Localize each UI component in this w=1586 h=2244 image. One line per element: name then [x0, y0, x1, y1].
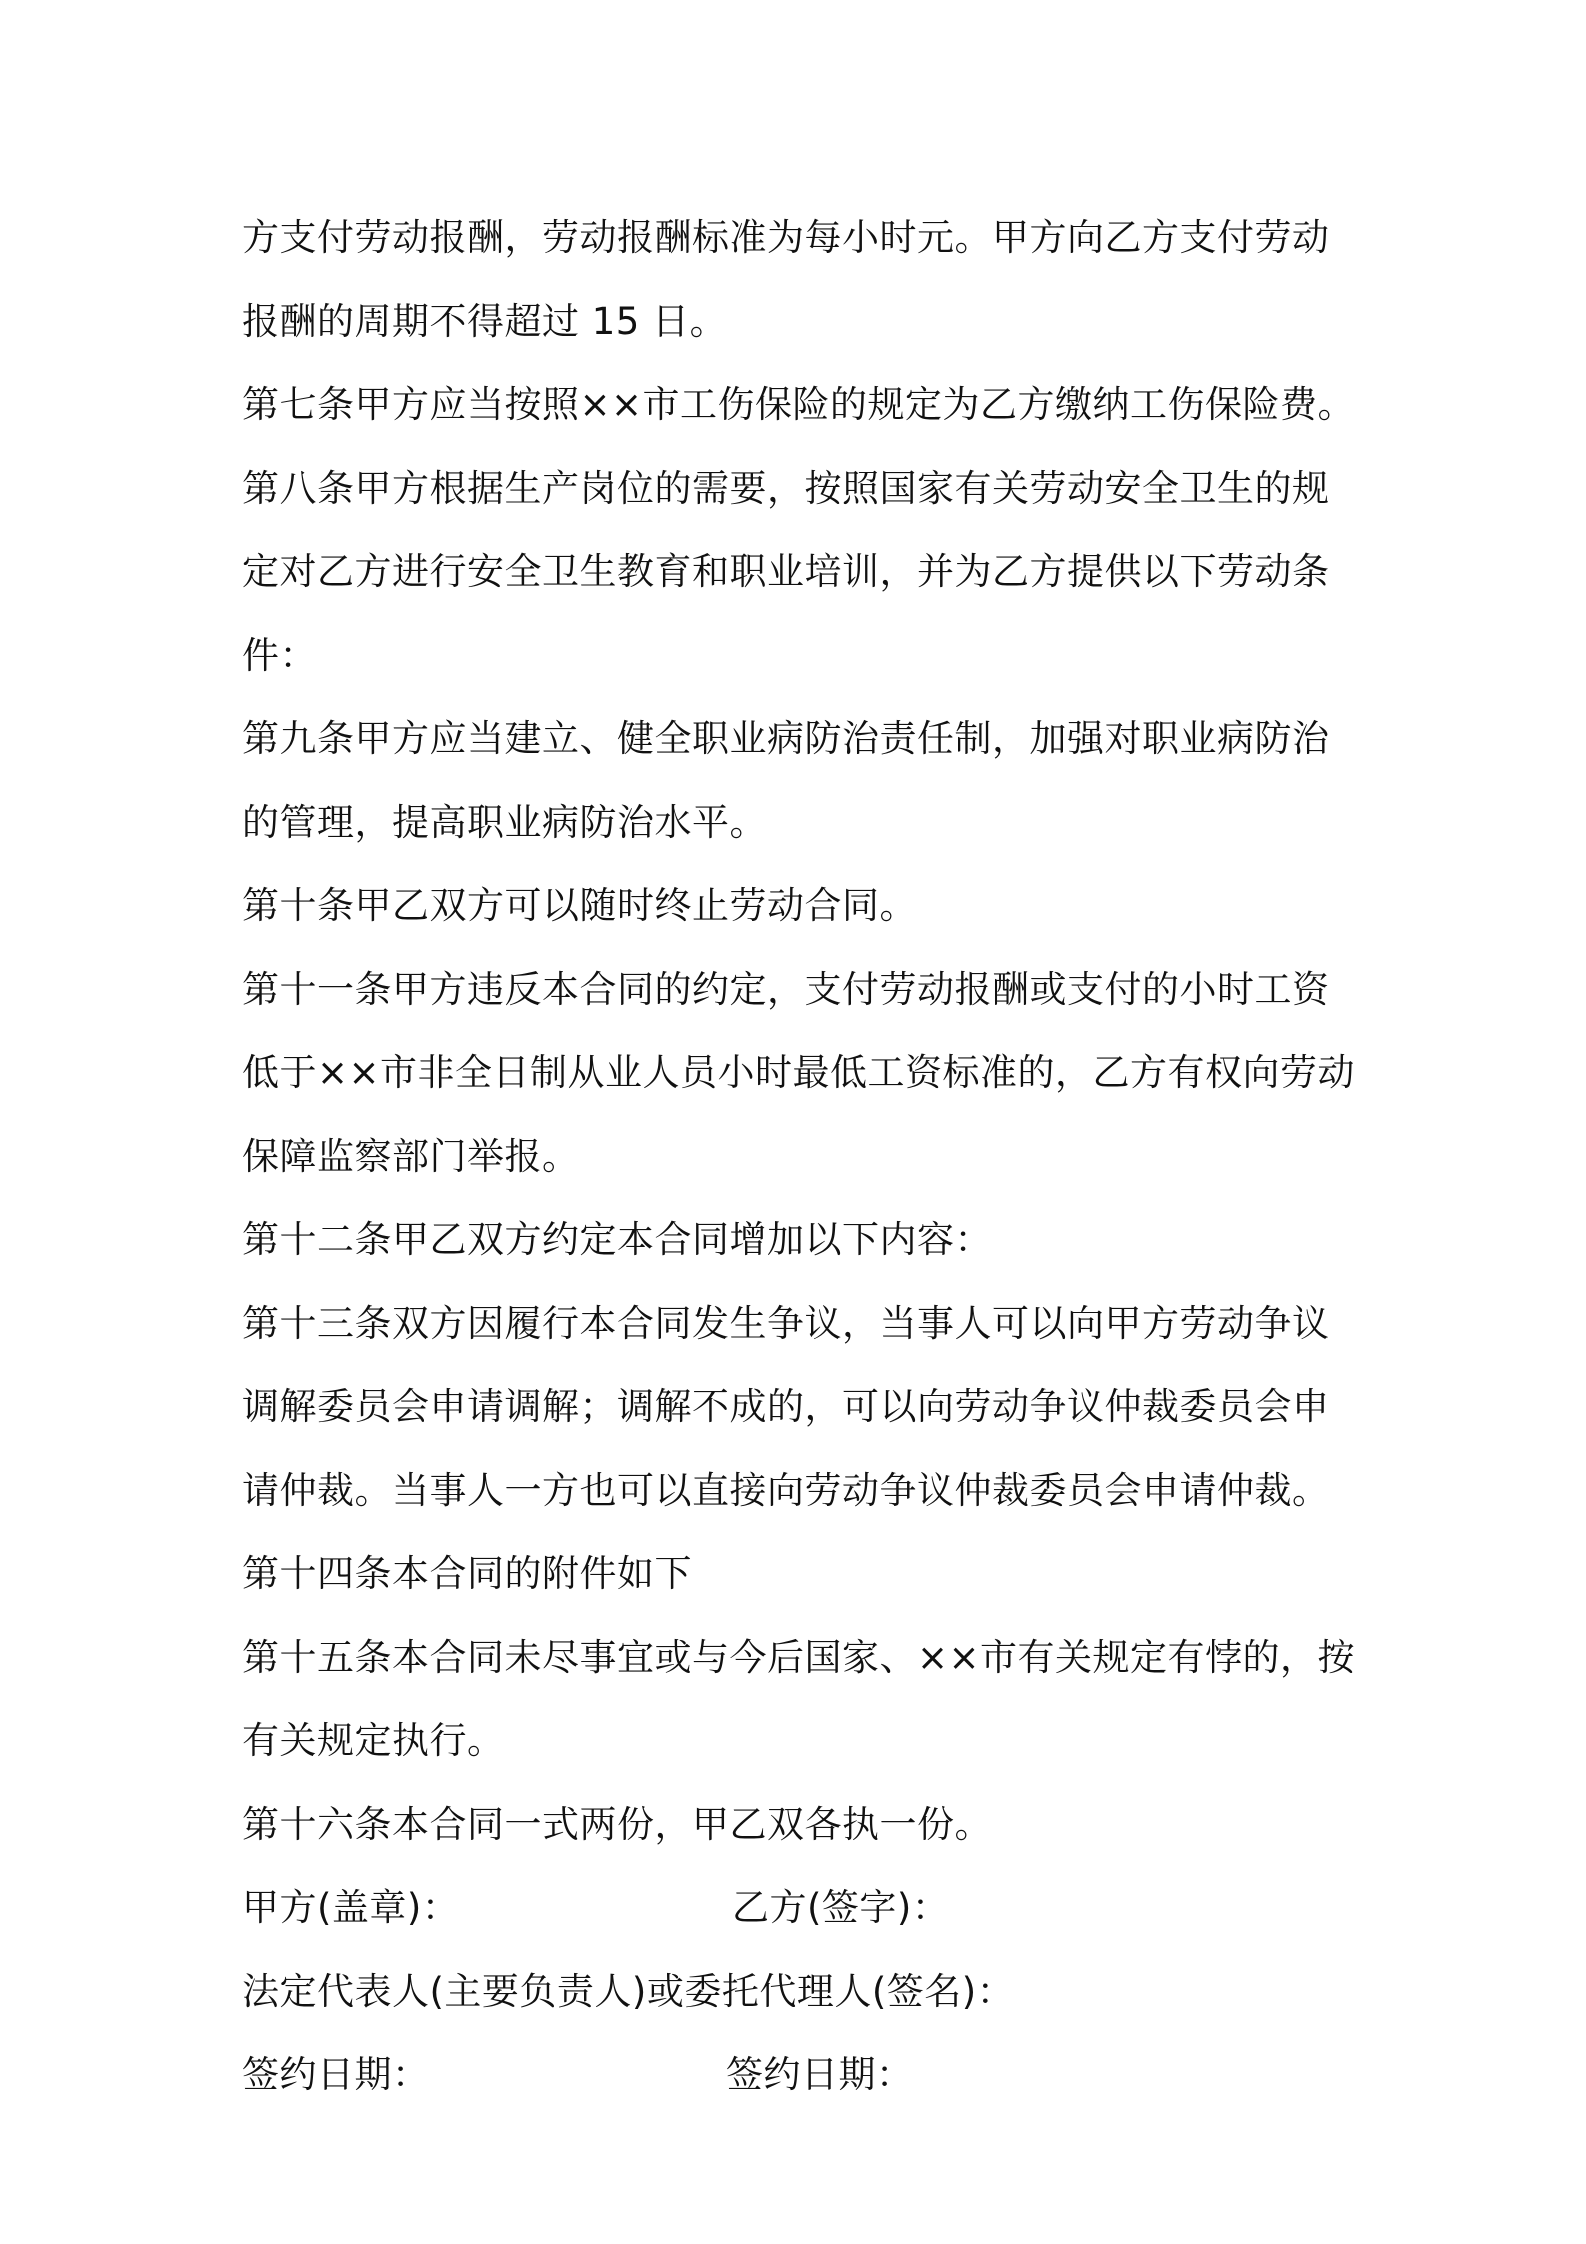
party-a-date-label: 签约日期：	[242, 2053, 430, 2096]
party-a-seal-label: 甲方(盖章)：	[242, 1886, 460, 1929]
party-b-sign-label: 乙方(签字)：	[732, 1886, 950, 1929]
paragraph-article-7: 第七条甲方应当按照××市工伤保险的规定为乙方缴纳工伤保险费。	[242, 383, 1356, 426]
signature-row-legal-rep	[242, 1950, 1362, 2034]
paragraph-article-9: 第九条甲方应当建立、健全职业病防治责任制，加强对职业病防治的管理，提高职业病防治水平。	[242, 717, 1330, 844]
paragraph-article-15: 第十五条本合同未尽事宜或与今后国家、××市有关规定有悖的，按有关规定执行。	[242, 1635, 1356, 1762]
paragraph-article-14: 第十四条本合同的附件如下	[242, 1552, 692, 1595]
document-page	[242, 196, 1362, 2117]
signature-row-dates	[242, 2033, 1362, 2117]
paragraph-wage-payment: 方支付劳动报酬，劳动报酬标准为每小时元。甲方向乙方支付劳动报酬的周期不得超过 15 日。	[242, 216, 1330, 343]
signature-row-parties	[242, 1866, 1362, 1950]
paragraph-article-11: 第十一条甲方违反本合同的约定，支付劳动报酬或支付的小时工资低于××市非全日制从业人员小时最低工资标准的，乙方有权向劳动保障监察部门举报。	[242, 967, 1356, 1178]
paragraph-article-16: 第十六条本合同一式两份，甲乙双各执一份。	[242, 1802, 992, 1846]
paragraph-article-13: 第十三条双方因履行本合同发生争议，当事人可以向甲方劳动争议调解委员会申请调解；调解不成的，可以向劳动争议仲裁委员会申请仲裁。当事人一方也可以直接向劳动争议仲裁委员会申请仲裁。	[242, 1301, 1330, 1512]
paragraph-article-8: 第八条甲方根据生产岗位的需要，按照国家有关劳动安全卫生的规定对乙方进行安全卫生教育和职业培训，并为乙方提供以下劳动条件：	[242, 466, 1330, 677]
party-b-date-label: 签约日期：	[726, 2053, 914, 2096]
legal-representative-label: 法定代表人(主要负责人)或委托代理人(签名)：	[242, 1969, 1015, 2013]
paragraph-article-10: 第十条甲乙双方可以随时终止劳动合同。	[242, 884, 917, 927]
paragraph-article-12: 第十二条甲乙双方约定本合同增加以下内容：	[242, 1218, 992, 1261]
